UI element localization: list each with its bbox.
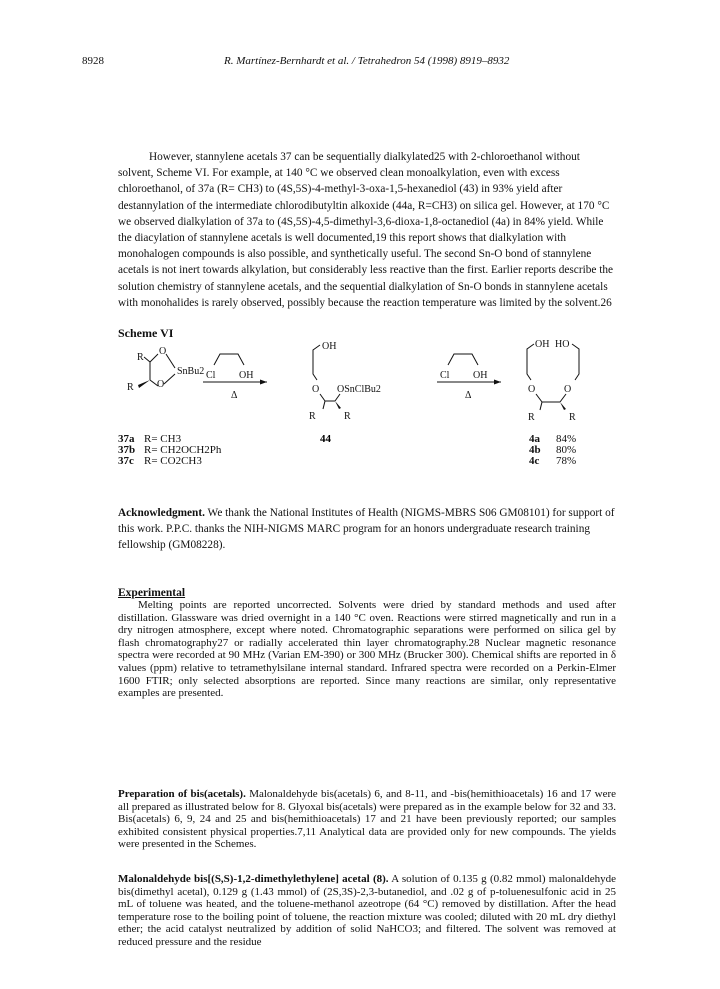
start-r-bottom: R — [127, 382, 134, 393]
malonaldehyde-paragraph — [118, 873, 616, 949]
acknowledgment-paragraph — [118, 505, 616, 554]
prod-oh: OH — [535, 340, 550, 350]
intermediate-44-structure — [309, 341, 381, 422]
start-r-1: R= CH2OCH2Ph — [144, 444, 222, 456]
reagent-chloroethanol-2 — [437, 354, 501, 401]
prod-id-2: 4c — [529, 455, 540, 467]
stannylene-acetal-structure — [127, 346, 204, 393]
start-compound-table — [118, 433, 222, 467]
reagent1-oh: OH — [239, 370, 254, 381]
preparation-heading: Preparation of bis(acetals). — [118, 788, 246, 800]
prod-id-0: 4a — [529, 433, 540, 445]
int-r2: R — [344, 411, 351, 422]
prod-r1: R — [528, 412, 535, 423]
reagent1-cl: Cl — [206, 370, 216, 381]
prod-id-1: 4b — [529, 444, 541, 456]
start-o2: O — [157, 379, 165, 390]
prod-o2: O — [564, 384, 572, 395]
running-title: R. Martínez-Bernhardt et al. / Tetrahedron 54 (1998) 8919–8932 — [224, 55, 510, 67]
start-o1: O — [159, 346, 167, 357]
int-r1: R — [309, 411, 316, 422]
malonaldehyde-heading: Malonaldehyde bis[(S,S)-1,2-dimethylethylene] acetal (8). — [118, 873, 389, 885]
preparation-text: Malonaldehyde bis(acetals) 6, and 8-11, and -bis(hemithioacetals) 16 and 17 were all prepared as illustrated below for 8. Glyoxal bis(acetals) were prepared as in the example below for 32 and 33. Bis(acetals) 6, 9, 24 and 25 and bis(hemithioacetals) 17 and 21 have been previously reported; our samples exhibited consistent physical properties.7,11 Analytical data are provided only for new compounds. The yields were presented in the Schemes. — [118, 788, 616, 851]
prod-ho: HO — [555, 340, 570, 350]
prod-o1: O — [528, 384, 536, 395]
int-oh: OH — [322, 341, 337, 352]
reagent2-oh: OH — [473, 370, 488, 381]
malonaldehyde-text: A solution of 0.135 g (0.82 mmol) malonaldehyde bis(dimethyl acetal), 0.129 g (1.43 mmol) of (2S,3S)-2,3-butanediol, and .02 g of p-toluenesulfonic acid in 25 mL of toluene was heated, and the toluene-methanol azeotrope (64 °C) removed by distillation. After the head temperature rose to the boiling point of toluene, the reaction mixture was cooled; diluted with 20 mL dry diethyl ether; the acid catalyst neutralized by addition of solid NaHCO3; and filtered. The solvent was removed at reduced pressure and the residue — [118, 873, 616, 948]
start-sn: SnBu2 — [177, 366, 205, 377]
start-id-2: 37c — [118, 455, 134, 467]
scheme-label: Scheme VI — [118, 326, 174, 340]
prod-yield-1: 80% — [556, 444, 577, 456]
start-id-1: 37b — [118, 444, 136, 456]
acknowledgment-text: We thank the National Institutes of Health (NIGMS-MBRS S06 GM08101) for support of this work. P.P.C. thanks the NIH-NIGMS MARC program for an honors undergraduate research training fellowship (GM08228). — [118, 507, 615, 552]
start-id-0: 37a — [118, 433, 135, 445]
experimental-heading: Experimental — [118, 587, 186, 599]
product-4-structure — [527, 340, 579, 423]
prod-r2: R — [569, 412, 576, 423]
page-number: 8928 — [82, 55, 104, 67]
start-r-0: R= CH3 — [144, 433, 182, 445]
int-o: O — [312, 384, 320, 395]
reagent-chloroethanol-1 — [203, 354, 267, 401]
body-paragraph: However, stannylene acetals 37 can be sequentially dialkylated25 with 2-chloroethanol without solvent, Scheme VI. For example, at 140 °C we observed clean monoalkylation, even with excess chloroethanol, of 37a (R= CH3) to (4S,5S)-4-methyl-3-oxa-1,5-hexanediol (43) in 93% yield after destannylation of the intermediate chlorodibutyltin alkoxide (44a, R=CH3) on silica gel. However, at 170 °C we observed dialkylation of 37a to (4S,5S)-4,5-dimethyl-3,6-dioxa-1,8-octanediol (4a) in 84% yield. While the diacylation of stannylene acetals is well documented,19 this report shows that dialkylation with monohalogen compounds is also possible, and synthetically useful. The second Sn-O bond of stannylene acetals is not inert towards alkylation, but considerably less reactive than the first. Earlier reports describe the solution chemistry of stannylene acetals, and the sequential dialkylation of Sn-O bonds in stannylene acetals with monohalides is rarely observed, possibly because the reaction temperature was limited by the solvent.26 — [118, 151, 614, 309]
product-yield-table — [529, 433, 576, 467]
start-r-top: R — [137, 352, 144, 363]
scheme-vi-diagram — [110, 340, 630, 470]
prod-yield-2: 78% — [556, 455, 577, 467]
start-r-2: R= CO2CH3 — [144, 455, 202, 467]
experimental-general-paragraph: Melting points are reported uncorrected. Solvents were dried by standard methods and used after distillation. Glassware was dried overnight in a 140 °C oven. Reactions were stirred magnetically and run in a dry nitrogen atmosphere, except where noted. Chromatographic separations were performed on silica gel by flash chromatography27 or radially accelerated thin layer chromatography.28 Nuclear magnetic resonance spectra were recorded at 90 MHz (Varian EM-390) or 300 MHz (Brucker 300). Chemical shifts are reported in δ values (ppm) relative to tetramethylsilane internal standard. Infrared spectra were recorded on a Perkin-Elmer 1600 FTIR; only selected absorptions are reported. Since many reactions are similar, only representative examples are presented. — [118, 599, 616, 700]
intermediate-id: 44 — [320, 433, 331, 445]
reagent2-condition: Δ — [465, 390, 472, 401]
int-osn: OSnClBu2 — [337, 384, 381, 395]
reagent2-cl: Cl — [440, 370, 450, 381]
preparation-paragraph — [118, 788, 616, 851]
acknowledgment-heading: Acknowledgment. — [118, 507, 205, 519]
prod-yield-0: 84% — [556, 433, 577, 445]
reagent1-condition: Δ — [231, 390, 238, 401]
